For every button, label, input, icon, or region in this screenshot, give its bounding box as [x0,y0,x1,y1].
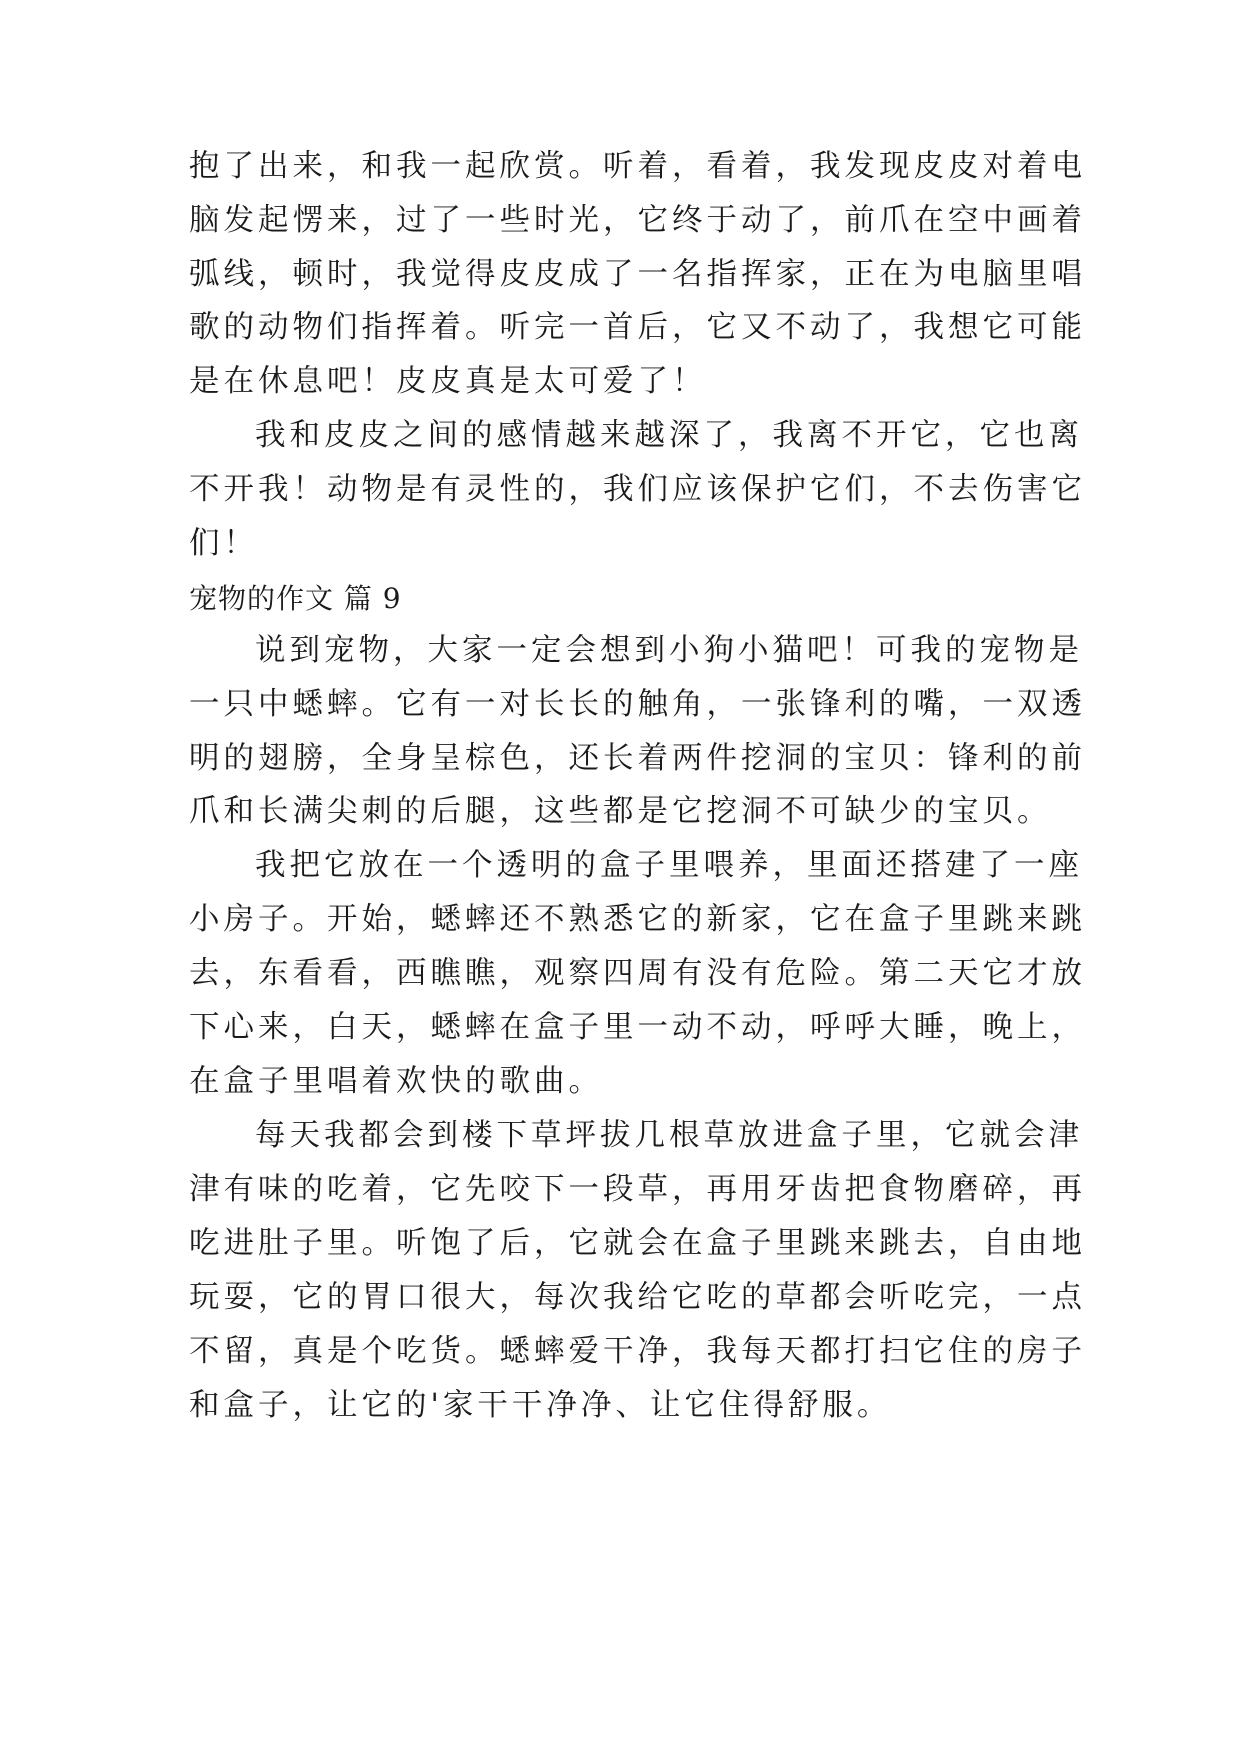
text-line: 我把它放在一个透明的盒子里喂养，里面还搭建了一座 [255,848,1083,883]
text-line: 和盒子，让它的'家干干净净、让它住得舒服。 [189,1388,892,1423]
text-line: 下心来，白天，蟋蟀在盒子里一动不动，呼呼大睡，晚上， [189,1010,1086,1045]
text-line: 不留，真是个吃货。蟋蟀爱干净，我每天都打扫它住的房子 [189,1334,1086,1369]
text-line: 每天我都会到楼下草坪拔几根草放进盒子里，它就会津 [255,1118,1083,1153]
text-line: 爪和长满尖刺的后腿，这些都是它挖洞不可缺少的宝贝。 [189,794,1052,829]
text-line: 小房子。开始，蟋蟀还不熟悉它的新家，它在盒子里跳来跳 [189,902,1086,937]
text-line: 在盒子里唱着欢快的歌曲。 [189,1064,603,1099]
text-line: 说到宠物，大家一定会想到小狗小猫吧！可我的宠物是 [255,633,1083,668]
text-line: 弧线，顿时，我觉得皮皮成了一名指挥家，正在为电脑里唱 [189,257,1086,292]
text-line: 脑发起愣来，过了一些时光，它终于动了，前爪在空中画着 [189,203,1086,238]
text-line: 我和皮皮之间的感情越来越深了，我离不开它，它也离 [255,418,1083,453]
text-line: 去，东看看，西瞧瞧，观察四周有没有危险。第二天它才放 [189,956,1086,991]
text-line: 不开我！动物是有灵性的，我们应该保护它们，不去伤害它 [189,472,1086,507]
text-line: 抱了出来，和我一起欣赏。听着，看着，我发现皮皮对着电 [189,149,1086,184]
text-line: 们！ [189,526,258,561]
text-line: 津有味的吃着，它先咬下一段草，再用牙齿把食物磨碎，再 [189,1172,1086,1207]
text-line: 玩耍，它的胃口很大，每次我给它吃的草都会听吃完，一点 [189,1280,1086,1315]
section-heading: 宠物的作文 篇 9 [189,582,402,615]
text-line: 歌的动物们指挥着。听完一首后，它又不动了，我想它可能 [189,310,1086,345]
text-line: 是在休息吧！皮皮真是太可爱了！ [189,364,707,399]
text-line: 明的翅膀，全身呈棕色，还长着两件挖洞的宝贝：锋利的前 [189,741,1086,776]
text-line: 一只中蟋蟀。它有一对长长的触角，一张锋利的嘴，一双透 [189,687,1086,722]
text-line: 吃进肚子里。听饱了后，它就会在盒子里跳来跳去，自由地 [189,1226,1086,1261]
